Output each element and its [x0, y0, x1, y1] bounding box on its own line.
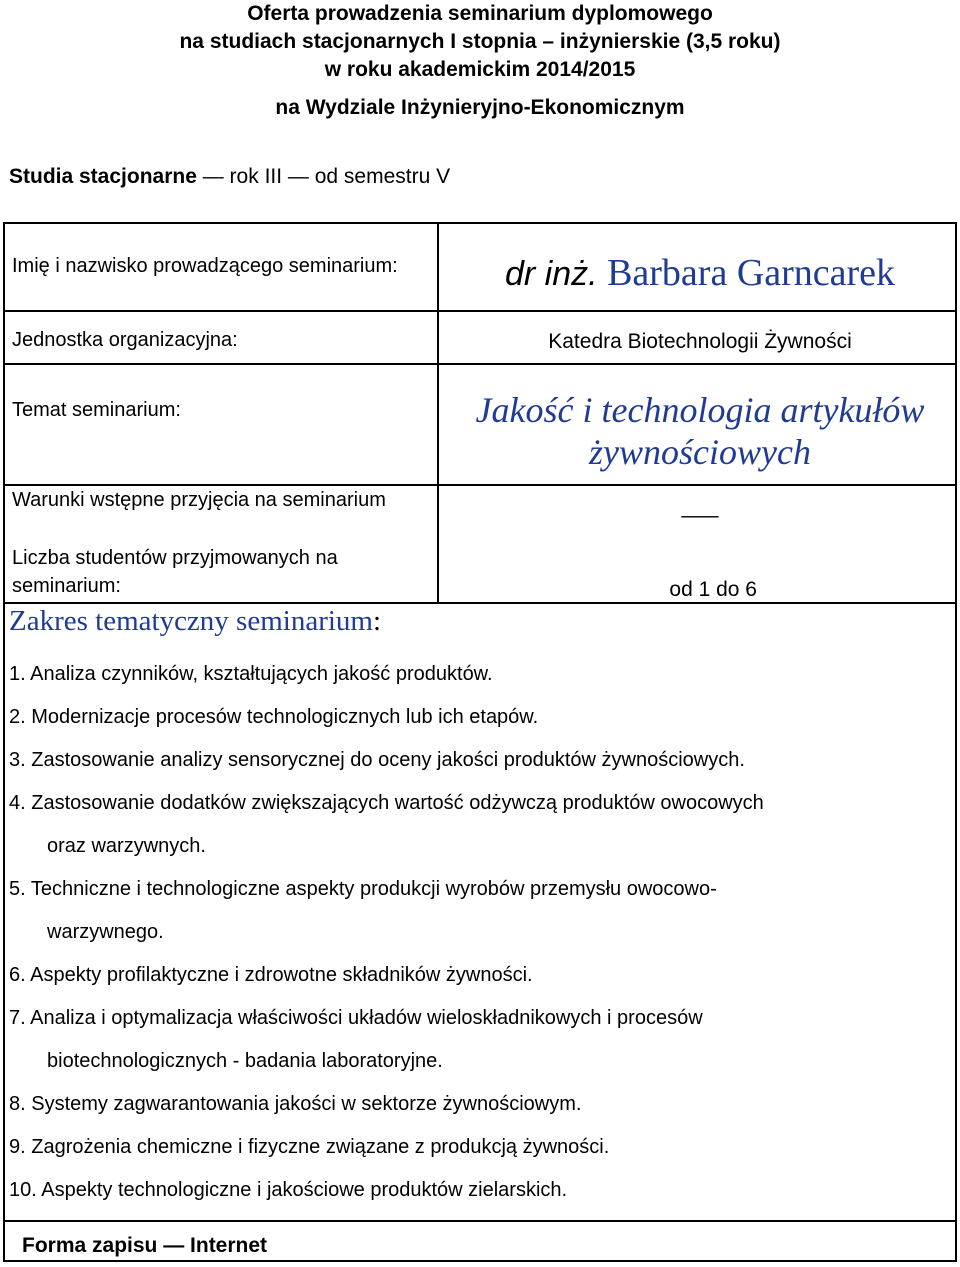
topic-text: Analiza i optymalizacja właściwości układów wieloskładnikowych i procesów [30, 1007, 703, 1029]
enrollment-form: Forma zapisu — Internet [22, 1234, 268, 1257]
topic-list-item [9, 1090, 951, 1118]
topic-number: 9. [9, 1136, 26, 1158]
prereq-value: ___ [681, 493, 719, 518]
topic-list-item [9, 789, 951, 860]
header-line-2: na studiach stacjonarnych I stopnia – inżynierskie (3,5 roku) [179, 30, 781, 53]
scope-title-text: Zakres tematyczny seminarium [9, 605, 373, 637]
unit-value: Katedra Biotechnologii Żywności [548, 330, 852, 353]
topic-text: Systemy zagwarantowania jakości w sektorze żywnościowym. [31, 1093, 582, 1115]
count-value: od 1 do 6 [669, 578, 757, 601]
table-row-divider [3, 310, 957, 312]
topic-text: Modernizacje procesów technologicznych lub ich etapów. [31, 706, 539, 728]
topic-list-item [9, 703, 951, 731]
topic-label: Temat seminarium: [12, 399, 181, 421]
supervisor-name: Barbara Garncarek [597, 252, 896, 294]
unit-label: Jednostka organizacyjna: [12, 329, 238, 351]
topic-number: 1. [9, 663, 26, 685]
topic-list-item [9, 1133, 951, 1161]
topic-text: Zastosowanie dodatków zwiększających wartość odżywczą produktów owocowych [31, 792, 764, 814]
topic-number: 4. [9, 792, 26, 814]
topic-number: 5. [9, 878, 26, 900]
topic-text: Zagrożenia chemiczne i fizyczne związane z produkcją żywności. [31, 1136, 610, 1158]
topic-text: Aspekty profilaktyczne i zdrowotne składników żywności. [30, 964, 533, 986]
topic-list-item [9, 961, 951, 989]
topic-number: 7. [9, 1007, 26, 1029]
topic-number: 3. [9, 749, 26, 771]
topic-list-item [9, 746, 951, 774]
topic-list [9, 660, 951, 1219]
topic-text: Zastosowanie analizy sensorycznej do oceny jakości produktów żywnościowych. [31, 749, 745, 771]
supervisor-title: dr inż. [504, 255, 598, 293]
header-line-3: w roku akademickim 2014/2015 [324, 58, 636, 81]
table-row-divider [3, 363, 957, 365]
topic-text-continuation: warzywnego. [47, 921, 164, 943]
topic-list-item [9, 660, 951, 688]
scope-title-colon: : [372, 605, 382, 637]
table-border-top [3, 222, 957, 224]
topic-text-continuation: biotechnologicznych - badania laboratoryjne. [47, 1050, 443, 1072]
supervisor-label: Imię i nazwisko prowadzącego seminarium: [12, 255, 398, 277]
scope-title [9, 605, 381, 638]
document-header [0, 0, 960, 84]
topic-list-item [9, 875, 951, 946]
prereq-label: Warunki wstępne przyjęcia na seminarium [12, 489, 386, 511]
table-border-bottom [3, 1260, 957, 1262]
topic-text-continuation: oraz warzywnych. [47, 835, 206, 857]
topic-text: Analiza czynników, kształtujących jakość produktów. [30, 663, 493, 685]
study-mode-line [9, 165, 450, 189]
topic-number: 6. [9, 964, 26, 986]
table-border-right [955, 222, 957, 1262]
topic-value: Jakość i technologia artykułów żywnościowych [475, 390, 925, 472]
count-label: Liczba studentów przyjmowanych na seminarium: [12, 547, 338, 597]
faculty-line: na Wydziale Inżynieryjno-Ekonomicznym [275, 96, 685, 119]
topic-list-item [9, 1004, 951, 1075]
table-column-divider [437, 222, 439, 602]
topic-number: 8. [9, 1093, 26, 1115]
supervisor-value [443, 252, 957, 295]
topic-number: 10. [9, 1179, 37, 1201]
topic-number: 2. [9, 706, 26, 728]
study-mode-bold: Studia stacjonarne [9, 165, 197, 188]
table-border-left [3, 222, 5, 1262]
table-row-divider [3, 1220, 957, 1222]
header-line-1: Oferta prowadzenia seminarium dyplomowego [247, 2, 713, 25]
study-mode-rest: — rok III — od semestru V [196, 165, 451, 188]
topic-list-item [9, 1176, 951, 1204]
topic-text: Aspekty technologiczne i jakościowe produktów zielarskich. [41, 1179, 568, 1201]
topic-text: Techniczne i technologiczne aspekty produkcji wyrobów przemysłu owocowo- [30, 878, 717, 900]
